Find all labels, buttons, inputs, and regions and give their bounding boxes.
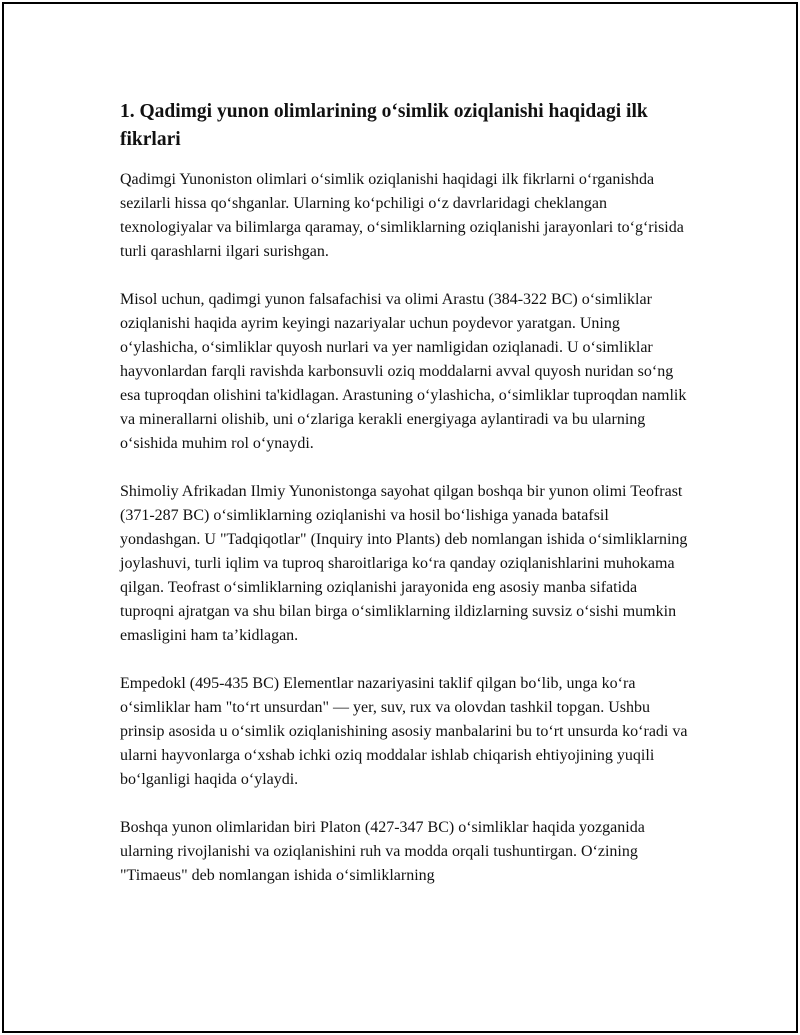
paragraph-platon: Boshqa yunon olimlaridan biri Platon (427-347 BC) o‘simliklar haqida yozganida ularning rivojlanishi va oziqlanishini ruh va modda orqali tushuntirgan. O‘zining "Timaeus" deb nomlangan ishida o‘simliklarning <box>120 819 645 884</box>
paragraph-teofrast: Shimoliy Afrikadan Ilmiy Yunonistonga sayohat qilgan boshqa bir yunon olimi Teofrast (371-287 BC) o‘simliklarning oziqlanishi va hosil bo‘lishiga yanada batafsil yondashgan. U "Tadqiqotlar" (Inquiry into Plants) deb nomlangan ishida o‘simliklarning joylashuvi, turli iqlim va tuproq sharoitlariga ko‘ra qanday oziqlanishlarini muhokama qilgan. Teofrast o‘simliklarning oziqlanishi jarayonida eng asosiy manba sifatida tuproqni ajratgan va shu bilan birga o‘simliklarning ildizlarning suvsiz o‘sishi mumkin emasligini ham ta’kidlagan. <box>120 483 688 644</box>
page-frame <box>2 2 798 1033</box>
section-title: 1. Qadimgi yunon olimlarining o‘simlik oziqlanishi haqidagi ilk fikrlari <box>120 101 648 150</box>
paragraph-intro: Qadimgi Yunoniston olimlari o‘simlik oziqlanishi haqidagi ilk fikrlarni o‘rganishda sezilarli hissa qo‘shganlar. Ularning ko‘pchiligi o‘z davrlaridagi cheklangan texnologiyalar va bilimlarga qaramay, o‘simliklarning oziqlanishi jarayonlari to‘g‘risida turli qarashlarni ilgari surishgan. <box>120 171 684 260</box>
document-body <box>120 98 692 912</box>
paragraph-arastu: Misol uchun, qadimgi yunon falsafachisi va olimi Arastu (384-322 BC) o‘simliklar oziqlanishi haqida ayrim keyingi nazariyalar uchun poydevor yaratgan. Uning o‘ylashicha, o‘simliklar quyosh nurlari va yer namligidan oziqlanadi. U o‘simliklar hayvonlardan farqli ravishda karbonsuvli oziq moddalarni avval quyosh nuridan so‘ng esa tuproqdan olishini ta'kidlagan. Arastuning o‘ylashicha, o‘simliklar tuproqdan namlik va minerallarni olishib, uni o‘zlariga kerakli energiyaga aylantiradi va bu ularning o‘sishida muhim rol o‘ynaydi. <box>120 291 687 452</box>
paragraph-empedokl: Empedokl (495-435 BC) Elementlar nazariyasini taklif qilgan bo‘lib, unga ko‘ra o‘simliklar ham "to‘rt unsurdan" — yer, suv, rux va olovdan tashkil topgan. Ushbu prinsip asosida u o‘simlik oziqlanishining asosiy manbalarini bu to‘rt unsurda ko‘radi va ularni hayvonlarga o‘xshab ichki oziq moddalar ishlab chiqarish ehtiyojining yuqili bo‘lganligi haqida o‘ylaydi. <box>120 675 688 788</box>
